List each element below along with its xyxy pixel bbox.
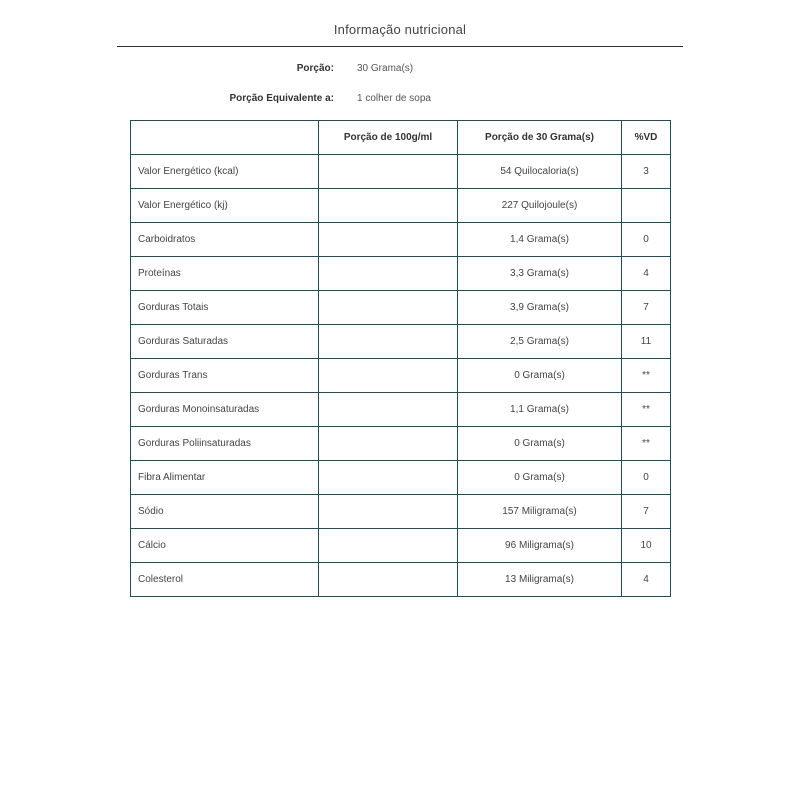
daily-value: 4 bbox=[622, 257, 671, 291]
per-100-value bbox=[319, 291, 458, 325]
daily-value: ** bbox=[622, 359, 671, 393]
table-row bbox=[131, 223, 671, 257]
table-row bbox=[131, 427, 671, 461]
nutrient-name: Carboidratos bbox=[131, 223, 319, 257]
per-portion-value: 1,1 Grama(s) bbox=[458, 393, 622, 427]
per-100-value bbox=[319, 223, 458, 257]
daily-value: ** bbox=[622, 427, 671, 461]
nutrient-name: Proteínas bbox=[131, 257, 319, 291]
per-portion-value: 3,9 Grama(s) bbox=[458, 291, 622, 325]
per-portion-value: 0 Grama(s) bbox=[458, 461, 622, 495]
per-100-value bbox=[319, 257, 458, 291]
nutrient-name: Fibra Alimentar bbox=[131, 461, 319, 495]
portion-row bbox=[0, 63, 800, 79]
per-100-value bbox=[319, 359, 458, 393]
daily-value: ** bbox=[622, 393, 671, 427]
table-row bbox=[131, 461, 671, 495]
equivalent-portion-value: 1 colher de sopa bbox=[357, 93, 431, 104]
equivalent-portion-label: Porção Equivalente a: bbox=[229, 93, 334, 104]
table-header-row bbox=[131, 121, 671, 155]
per-portion-value: 3,3 Grama(s) bbox=[458, 257, 622, 291]
per-portion-value: 0 Grama(s) bbox=[458, 359, 622, 393]
per-portion-value: 157 Miligrama(s) bbox=[458, 495, 622, 529]
table-row bbox=[131, 257, 671, 291]
portion-label: Porção: bbox=[296, 63, 334, 74]
page-title: Informação nutricional bbox=[333, 22, 467, 37]
nutrient-name: Colesterol bbox=[131, 563, 319, 597]
per-100-value bbox=[319, 393, 458, 427]
per-portion-value: 54 Quilocaloria(s) bbox=[458, 155, 622, 189]
nutrient-name: Gorduras Monoinsaturadas bbox=[131, 393, 319, 427]
per-portion-value: 0 Grama(s) bbox=[458, 427, 622, 461]
daily-value bbox=[622, 189, 671, 223]
per-100-value bbox=[319, 189, 458, 223]
portion-value: 30 Grama(s) bbox=[357, 63, 414, 74]
per-portion-value: 2,5 Grama(s) bbox=[458, 325, 622, 359]
per-100-value bbox=[319, 325, 458, 359]
per-100-value bbox=[319, 495, 458, 529]
daily-value: 7 bbox=[622, 291, 671, 325]
daily-value: 7 bbox=[622, 495, 671, 529]
per-100-value bbox=[319, 529, 458, 563]
per-100-value bbox=[319, 461, 458, 495]
table-row bbox=[131, 563, 671, 597]
table-row bbox=[131, 189, 671, 223]
table-row bbox=[131, 529, 671, 563]
per-100-value bbox=[319, 563, 458, 597]
per-100-value bbox=[319, 155, 458, 189]
table-row bbox=[131, 291, 671, 325]
nutrition-table bbox=[130, 120, 671, 597]
table-row bbox=[131, 393, 671, 427]
daily-value: 10 bbox=[622, 529, 671, 563]
daily-value: 0 bbox=[622, 461, 671, 495]
nutrient-name: Cálcio bbox=[131, 529, 319, 563]
per-portion-value: 1,4 Grama(s) bbox=[458, 223, 622, 257]
nutrient-name: Gorduras Totais bbox=[131, 291, 319, 325]
table-row bbox=[131, 359, 671, 393]
nutrient-name: Gorduras Saturadas bbox=[131, 325, 319, 359]
per-portion-value: 96 Miligrama(s) bbox=[458, 529, 622, 563]
daily-value: 3 bbox=[622, 155, 671, 189]
header-daily-value: %VD bbox=[622, 121, 671, 155]
per-portion-value: 227 Quilojoule(s) bbox=[458, 189, 622, 223]
daily-value: 4 bbox=[622, 563, 671, 597]
daily-value: 0 bbox=[622, 223, 671, 257]
per-portion-value: 13 Miligrama(s) bbox=[458, 563, 622, 597]
header-nutrient bbox=[131, 121, 319, 155]
header-per-100: Porção de 100g/ml bbox=[319, 121, 458, 155]
nutrient-name: Gorduras Poliinsaturadas bbox=[131, 427, 319, 461]
table-row bbox=[131, 155, 671, 189]
nutrient-name: Valor Energético (kj) bbox=[131, 189, 319, 223]
nutrient-name: Valor Energético (kcal) bbox=[131, 155, 319, 189]
header-per-portion: Porção de 30 Grama(s) bbox=[458, 121, 622, 155]
nutrient-name: Sódio bbox=[131, 495, 319, 529]
daily-value: 11 bbox=[622, 325, 671, 359]
per-100-value bbox=[319, 427, 458, 461]
title-divider bbox=[117, 46, 683, 47]
equivalent-portion-row bbox=[0, 93, 800, 109]
table-row bbox=[131, 495, 671, 529]
nutrient-name: Gorduras Trans bbox=[131, 359, 319, 393]
table-row bbox=[131, 325, 671, 359]
